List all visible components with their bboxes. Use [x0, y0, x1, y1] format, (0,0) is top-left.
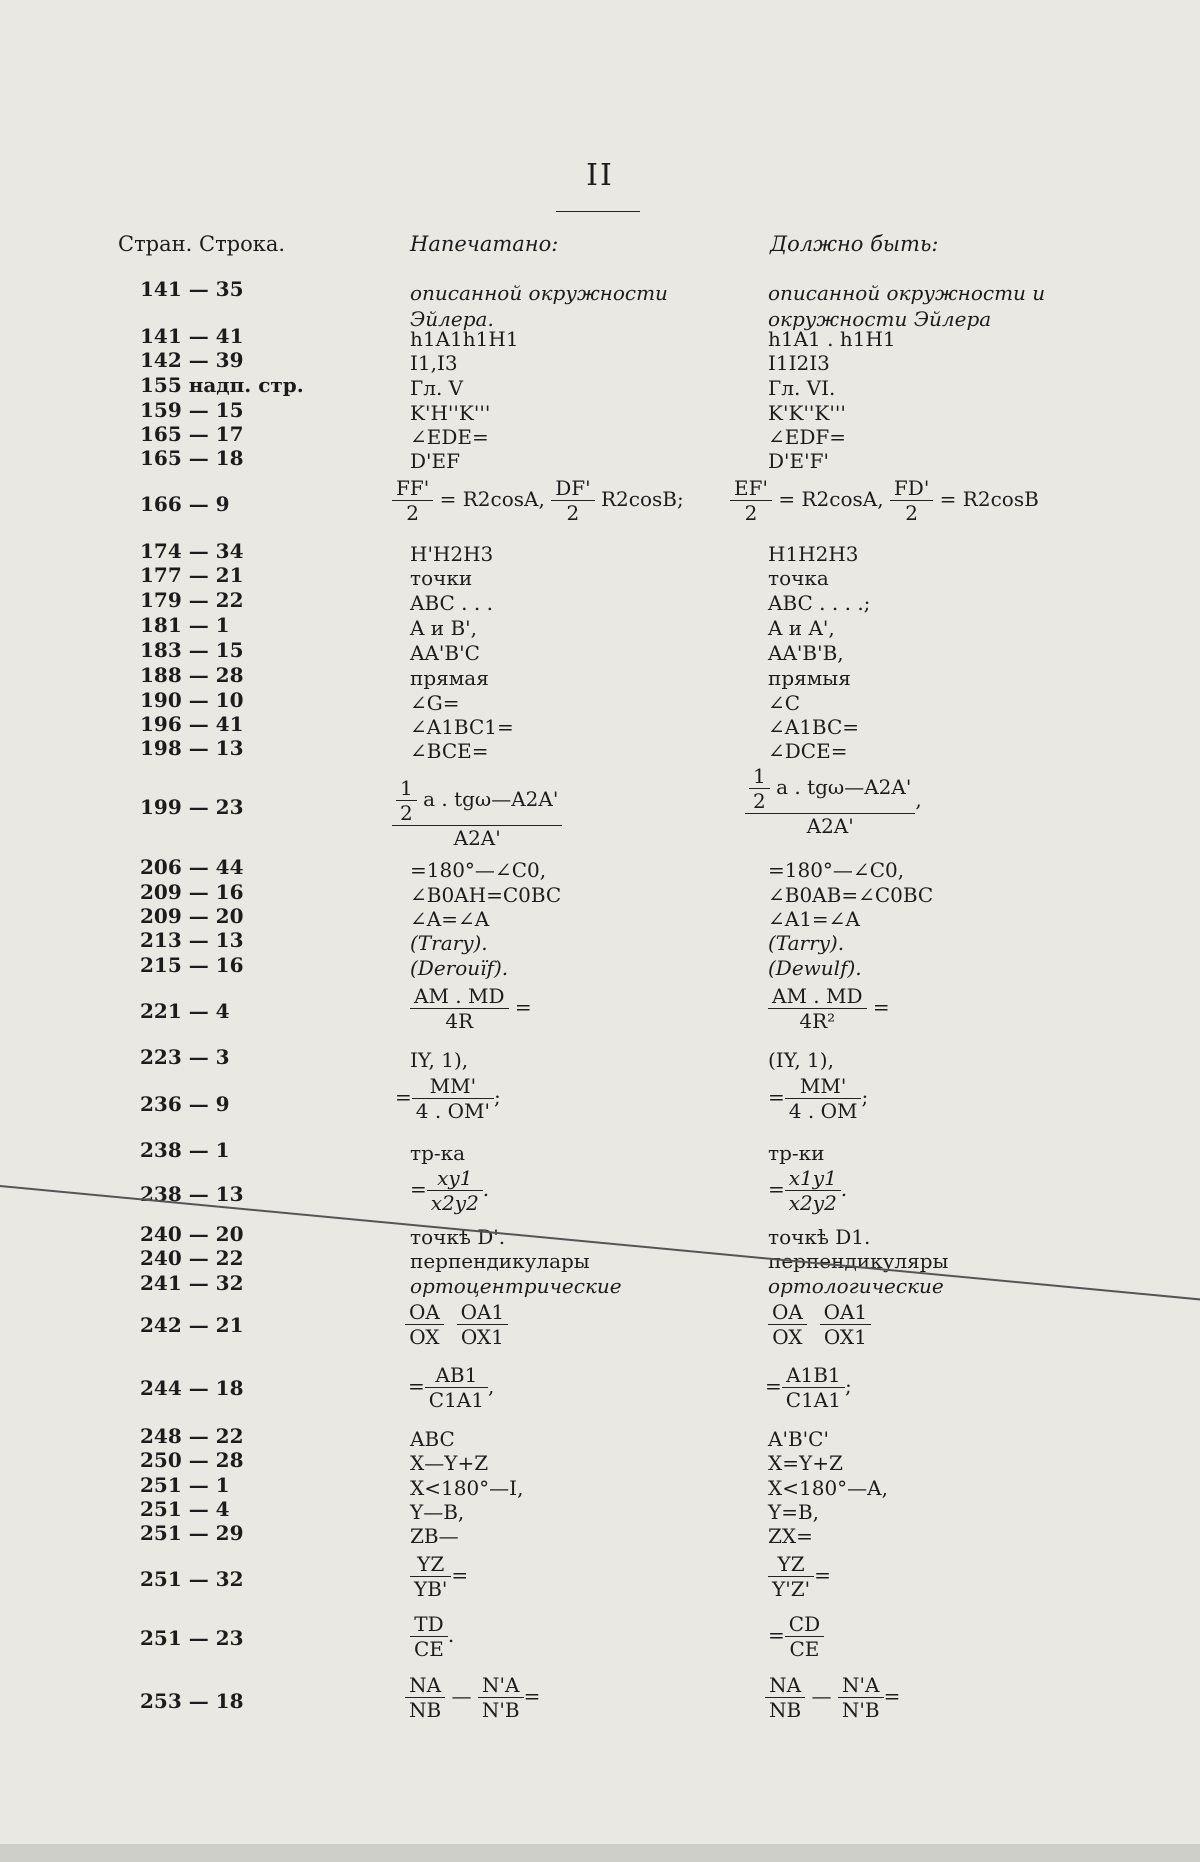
ref-221-4: 221 — 4: [140, 999, 230, 1023]
fraction: $\frac{AB1}{C1A1}$: [425, 1363, 488, 1412]
corrected-text: D'E'F': [768, 449, 830, 473]
corrected-text: ∠A1BC=: [768, 715, 860, 739]
fraction: $\frac{A1B1}{C1A1}$: [782, 1363, 845, 1412]
corrected-formula: = $\frac{MM'}{4 . OM}$ ;: [768, 1074, 869, 1123]
printed-text: ортоцентрические: [410, 1274, 622, 1298]
corrected-formula: = $\frac{A1B1}{C1A1}$ ;: [765, 1363, 852, 1412]
corrected-text: точкѣ D1.: [768, 1225, 871, 1249]
ref-251-1: 251 — 1: [140, 1473, 230, 1497]
fraction: $\frac{N'A}{N'B}$: [838, 1673, 884, 1722]
ref-251-32: 251 — 32: [140, 1567, 244, 1591]
heading-rule: [556, 211, 640, 212]
corrected-formula: $\frac{YZ}{Y'Z'}$ =: [768, 1552, 831, 1601]
printed-text: =180°—∠C0,: [410, 858, 547, 882]
corrected-text: (Dewulf).: [768, 956, 862, 980]
ref-159-15: 159 — 15: [140, 398, 244, 422]
ref-251-23: 251 — 23: [140, 1626, 244, 1650]
corrected-formula: $\frac{AM . MD}{\text{4R²}}$ =: [768, 984, 890, 1033]
corrected-text: (IY, 1),: [768, 1048, 834, 1072]
ref-240-20: 240 — 20: [140, 1222, 244, 1246]
corrected-text: H1H2H3: [768, 542, 859, 566]
ref-206-44: 206 — 44: [140, 855, 244, 879]
printed-text: ∠A1BC1=: [410, 715, 514, 739]
fraction: $\frac{DF'}{2}$: [551, 476, 594, 525]
fraction: $\frac{NA}{NB}$: [765, 1673, 805, 1722]
ref-223-3: 223 — 3: [140, 1045, 230, 1069]
fraction: $\frac{MM'}{4 . OM'}$: [412, 1074, 494, 1123]
corrected-formula: $\frac{NA}{NB}$ — $\frac{N'A}{N'B}$ =: [765, 1673, 900, 1722]
fraction: $\frac{EF'}{2}$: [730, 476, 772, 525]
printed-formula: [392, 776, 562, 850]
printed-text: описанной окружности Эйлера.: [410, 281, 668, 331]
corrected-text: ∠A1=∠A: [768, 907, 860, 931]
printed-text: A и B',: [410, 616, 478, 640]
corrected-formula: $\frac{1}{2}$ a . tgω—A2A' A2A' ,: [745, 764, 922, 838]
printed-text: Y—B,: [410, 1500, 465, 1524]
fraction: $\frac{1}{2}$ a . tgω—A2A' A2A': [745, 764, 915, 838]
ref-244-18: 244 — 18: [140, 1376, 244, 1400]
fraction: $\frac{xy1}{x2y2}$: [427, 1166, 483, 1215]
ref-141-41: 141 — 41: [140, 324, 244, 348]
printed-formula: = $\frac{MM'}{4 . OM'}$ ;: [395, 1074, 501, 1123]
corrected-text: перпендикуляры: [768, 1249, 949, 1273]
corrected-text: ∠C: [768, 691, 801, 715]
ref-238-1: 238 — 1: [140, 1138, 230, 1162]
corrected-text: ∠DCE=: [768, 739, 848, 763]
printed-text: прямая: [410, 666, 489, 690]
printed-text: ∠EDE=: [410, 425, 489, 449]
ref-190-10: 190 — 10: [140, 688, 244, 712]
ref-165-18: 165 — 18: [140, 446, 244, 470]
printed-text: (Derouïf).: [410, 956, 509, 980]
printed-text: тр-ка: [410, 1141, 466, 1165]
ref-242-21: 242 — 21: [140, 1313, 244, 1337]
fraction: $\frac{AM . MD}{4R}$: [410, 984, 509, 1033]
fraction: $\frac{OA1}{OX1}$: [457, 1300, 509, 1349]
ref-198-13: 198 — 13: [140, 736, 244, 760]
ref-209-16: 209 — 16: [140, 880, 244, 904]
corrected-text: h1A1 . h1H1: [768, 327, 896, 351]
column-header-page-line: Стран. Строка.: [118, 232, 286, 256]
corrected-formula: = $\frac{CD}{CE}$: [768, 1612, 824, 1661]
printed-text: X—Y+Z: [410, 1451, 489, 1475]
printed-text: I1,I3: [410, 351, 458, 375]
printed-text: AA'B'C: [410, 641, 480, 665]
ref-241-32: 241 — 32: [140, 1271, 244, 1295]
corrected-formula: = $\frac{x1y1}{x2y2}$ .: [768, 1166, 848, 1215]
corrected-text: прямыя: [768, 666, 851, 690]
fraction: $\frac{OA1}{OX1}$: [820, 1300, 872, 1349]
corrected-text: ABC . . . .;: [768, 591, 871, 615]
ref-179-22: 179 — 22: [140, 588, 244, 612]
fraction: $\frac{N'A}{N'B}$: [478, 1673, 524, 1722]
printed-text: X<180°—I,: [410, 1476, 524, 1500]
corrected-text: AA'B'B,: [768, 641, 844, 665]
ref-251-4: 251 — 4: [140, 1497, 230, 1521]
fraction: $\frac{MM'}{4 . OM}$: [785, 1074, 862, 1123]
printed-text: ABC . . .: [410, 591, 493, 615]
corrected-text: ортологические: [768, 1274, 944, 1298]
printed-formula: = $\frac{xy1}{x2y2}$ .: [410, 1166, 490, 1215]
page-bottom-edge: [0, 1844, 1200, 1862]
fraction: $\frac{1}{2}$ a . tgω—A2A' A2A': [392, 776, 562, 850]
corrected-text: X<180°—A,: [768, 1476, 888, 1500]
ref-238-13: 238 — 13: [140, 1182, 244, 1206]
printed-text: ∠A=∠A: [410, 907, 490, 931]
printed-text: Гл. V: [410, 376, 464, 400]
ref-177-21: 177 — 21: [140, 563, 244, 587]
ref-196-41: 196 — 41: [140, 712, 244, 736]
ref-181-1: 181 — 1: [140, 613, 230, 637]
printed-formula: $\frac{NA}{NB}$ — $\frac{N'A}{N'B}$ =: [405, 1673, 540, 1722]
ref-141-35: 141 — 35: [140, 277, 244, 301]
ref-199-23: 199 — 23: [140, 795, 244, 819]
printed-text: ABC: [410, 1427, 455, 1451]
ref-253-18: 253 — 18: [140, 1689, 244, 1713]
printed-text: (Trary).: [410, 931, 488, 955]
ref-240-22: 240 — 22: [140, 1246, 244, 1270]
fraction: $\frac{CD}{CE}$: [785, 1612, 824, 1661]
corrected-text: A'B'C': [768, 1427, 829, 1451]
corrected-text: ∠EDF=: [768, 425, 847, 449]
printed-formula: = $\frac{AB1}{C1A1}$ ,: [408, 1363, 495, 1412]
printed-formula: $\frac{AM . MD}{4R}$ =: [410, 984, 532, 1033]
ref-174-34: 174 — 34: [140, 539, 244, 563]
printed-text: H'H2H3: [410, 542, 494, 566]
corrected-text: (Tarry).: [768, 931, 845, 955]
printed-text: IY, 1),: [410, 1048, 469, 1072]
fraction: $\frac{YZ}{Y'Z'}$: [768, 1552, 814, 1601]
printed-text: ∠BCE=: [410, 739, 489, 763]
fraction: $\frac{YZ}{YB'}$: [410, 1552, 451, 1601]
page-heading: II: [586, 158, 614, 193]
fraction: $\frac{x1y1}{x2y2}$: [785, 1166, 841, 1215]
ref-236-9: 236 — 9: [140, 1092, 230, 1116]
ref-215-16: 215 — 16: [140, 953, 244, 977]
ref-251-29: 251 — 29: [140, 1521, 244, 1545]
corrected-formula: [768, 1300, 871, 1349]
corrected-text: K'K''K''': [768, 401, 846, 425]
printed-formula: $\frac{TD}{CE}$ .: [410, 1612, 454, 1661]
corrected-text: A и A',: [768, 616, 835, 640]
printed-text: ZB—: [410, 1524, 459, 1548]
fraction: $\frac{FF'}{2}$: [392, 476, 433, 525]
fraction: $\frac{OA}{OX}$: [768, 1300, 807, 1349]
ref-188-28: 188 — 28: [140, 663, 244, 687]
corrected-text: ZX=: [768, 1524, 813, 1548]
corrected-text: Гл. VI.: [768, 376, 836, 400]
ref-155-header: 155 надп. стр.: [140, 373, 304, 397]
printed-text: K'H''K''': [410, 401, 491, 425]
printed-text: h1A1h1H1: [410, 327, 519, 351]
corrected-text: точка: [768, 566, 829, 590]
corrected-text: тр-ки: [768, 1141, 825, 1165]
printed-text: D'EF: [410, 449, 461, 473]
corrected-text: описанной окружности и окружности Эйлера: [768, 281, 1046, 331]
ref-165-17: 165 — 17: [140, 422, 244, 446]
printed-formula: $\frac{YZ}{YB'}$ =: [410, 1552, 468, 1601]
corrected-formula: $\frac{EF'}{2}$ = R2cosA, $\frac{FD'}{2}$ = R2cosB: [730, 476, 1039, 525]
corrected-text: Y=B,: [768, 1500, 820, 1524]
corrected-text: ∠B0AB=∠C0BC: [768, 883, 934, 907]
ref-142-39: 142 — 39: [140, 348, 244, 372]
ref-209-20: 209 — 20: [140, 904, 244, 928]
column-header-should-be: Должно быть:: [770, 232, 939, 256]
printed-text: ∠B0AH=C0BC: [410, 883, 562, 907]
column-header-printed: Напечатано:: [410, 232, 559, 256]
fraction: $\frac{FD'}{2}$: [890, 476, 933, 525]
fraction: $\frac{NA}{NB}$: [405, 1673, 445, 1722]
fraction: $\frac{OA}{OX}$: [405, 1300, 444, 1349]
ref-183-15: 183 — 15: [140, 638, 244, 662]
printed-formula: $\frac{FF'}{2}$ = R2cosA, $\frac{DF'}{2}$ R2cosB;: [392, 476, 684, 525]
printed-text: точки: [410, 566, 473, 590]
printed-text: перпендикулары: [410, 1249, 590, 1273]
fraction: $\frac{TD}{CE}$: [410, 1612, 448, 1661]
corrected-text: X=Y+Z: [768, 1451, 843, 1475]
printed-formula: [405, 1300, 508, 1349]
ref-250-28: 250 — 28: [140, 1448, 244, 1472]
printed-text: ∠G=: [410, 691, 460, 715]
printed-text: точкѣ D'.: [410, 1225, 506, 1249]
ref-248-22: 248 — 22: [140, 1424, 244, 1448]
ref-166-9: 166 — 9: [140, 492, 230, 516]
corrected-text: =180°—∠C0,: [768, 858, 905, 882]
ref-213-13: 213 — 13: [140, 928, 244, 952]
corrected-text: I1I2I3: [768, 351, 830, 375]
fraction: $\frac{AM . MD}{\text{4R²}}$: [768, 984, 867, 1033]
